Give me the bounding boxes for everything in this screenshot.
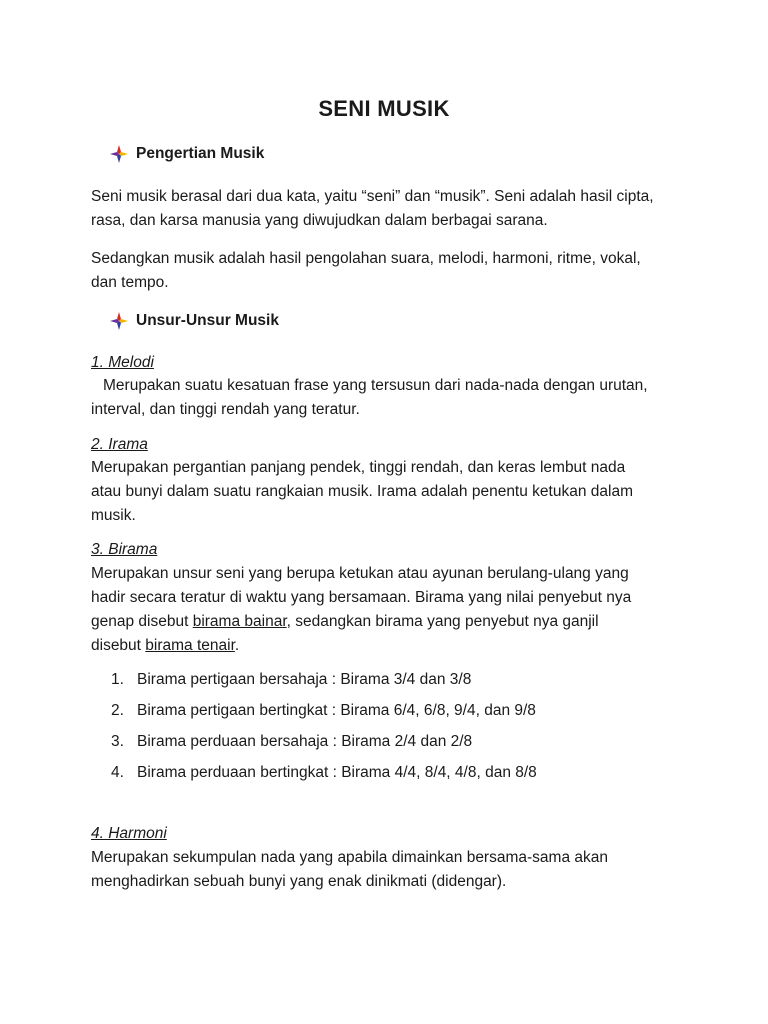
- list-item: [111, 699, 671, 730]
- section-heading-label: Unsur-Unsur Musik: [136, 312, 279, 329]
- subheading-irama: 2. Irama: [91, 436, 148, 453]
- list-item-text: Birama perduaan bertingkat : Birama 4/4, 8/4, 4/8, dan 8/8: [137, 764, 537, 781]
- section-heading-pengertian: [110, 145, 264, 163]
- subheading-harmoni: 4. Harmoni: [91, 825, 167, 842]
- paragraph-line: Merupakan unsur seni yang berupa ketukan atau ayunan berulang-ulang yang: [91, 565, 629, 582]
- birama-list: [111, 668, 671, 792]
- subheading-birama: 3. Birama: [91, 541, 158, 558]
- paragraph-line: dan tempo.: [91, 274, 169, 291]
- list-item-text: Birama perduaan bersahaja : Birama 2/4 dan 2/8: [137, 733, 473, 750]
- paragraph-line: musik.: [91, 507, 136, 524]
- paragraph-irama: [91, 456, 691, 528]
- paragraph-line: Merupakan suatu kesatuan frase yang tersusun dari nada-nada dengan urutan,: [103, 377, 648, 394]
- paragraph-line: [91, 610, 691, 634]
- text-run: genap disebut: [91, 613, 193, 630]
- bullet-star-icon: [110, 312, 128, 330]
- document-title: SENI MUSIK: [318, 96, 450, 121]
- paragraph-line: Merupakan sekumpulan nada yang apabila dimainkan bersama-sama akan: [91, 849, 608, 866]
- paragraph-line: menghadirkan sebuah bunyi yang enak dinikmati (didengar).: [91, 873, 507, 890]
- paragraph-line: Seni musik berasal dari dua kata, yaitu “seni” dan “musik”. Seni adalah hasil cipta,: [91, 188, 654, 205]
- paragraph-line: Sedangkan musik adalah hasil pengolahan suara, melodi, harmoni, ritme, vokal,: [91, 250, 641, 267]
- paragraph-line: atau bunyi dalam suatu rangkaian musik. Irama adalah penentu ketukan dalam: [91, 483, 633, 500]
- paragraph-musik-definition: [91, 247, 691, 295]
- paragraph-line: [91, 634, 691, 658]
- list-item-number: 4.: [111, 764, 124, 781]
- section-heading-label: Pengertian Musik: [136, 145, 265, 162]
- paragraph-line: interval, dan tinggi rendah yang teratur.: [91, 401, 360, 418]
- list-item: [111, 668, 671, 699]
- term-birama-bainar: birama bainar: [192, 613, 287, 630]
- bullet-star-icon: [110, 145, 128, 163]
- list-item-number: 1.: [111, 671, 124, 688]
- paragraph-harmoni: [91, 846, 691, 894]
- paragraph-line: rasa, dan karsa manusia yang diwujudkan dalam berbagai sarana.: [91, 212, 548, 229]
- text-run: .: [234, 637, 240, 654]
- paragraph-line: hadir secara teratur di waktu yang bersamaan. Birama yang nilai penyebut nya: [91, 589, 632, 606]
- list-item-text: Birama pertigaan bertingkat : Birama 6/4, 6/8, 9/4, dan 9/8: [137, 702, 536, 719]
- paragraph-line: Merupakan pergantian panjang pendek, tinggi rendah, dan keras lembut nada: [91, 459, 626, 476]
- text-run: , sedangkan birama yang penyebut nya ganjil: [286, 613, 599, 630]
- list-item: [111, 730, 671, 761]
- list-item: [111, 761, 671, 792]
- list-item-number: 3.: [111, 733, 124, 750]
- list-item-number: 2.: [111, 702, 124, 719]
- paragraph-birama: [91, 562, 691, 658]
- term-birama-tenair: birama tenair: [145, 637, 235, 654]
- text-run: disebut: [91, 637, 146, 654]
- list-item-text: Birama pertigaan bersahaja : Birama 3/4 dan 3/8: [137, 671, 472, 688]
- section-heading-unsur: [110, 312, 279, 330]
- subheading-melodi: 1. Melodi: [91, 354, 154, 371]
- paragraph-seni-musik: [91, 185, 691, 233]
- paragraph-melodi: [91, 374, 691, 422]
